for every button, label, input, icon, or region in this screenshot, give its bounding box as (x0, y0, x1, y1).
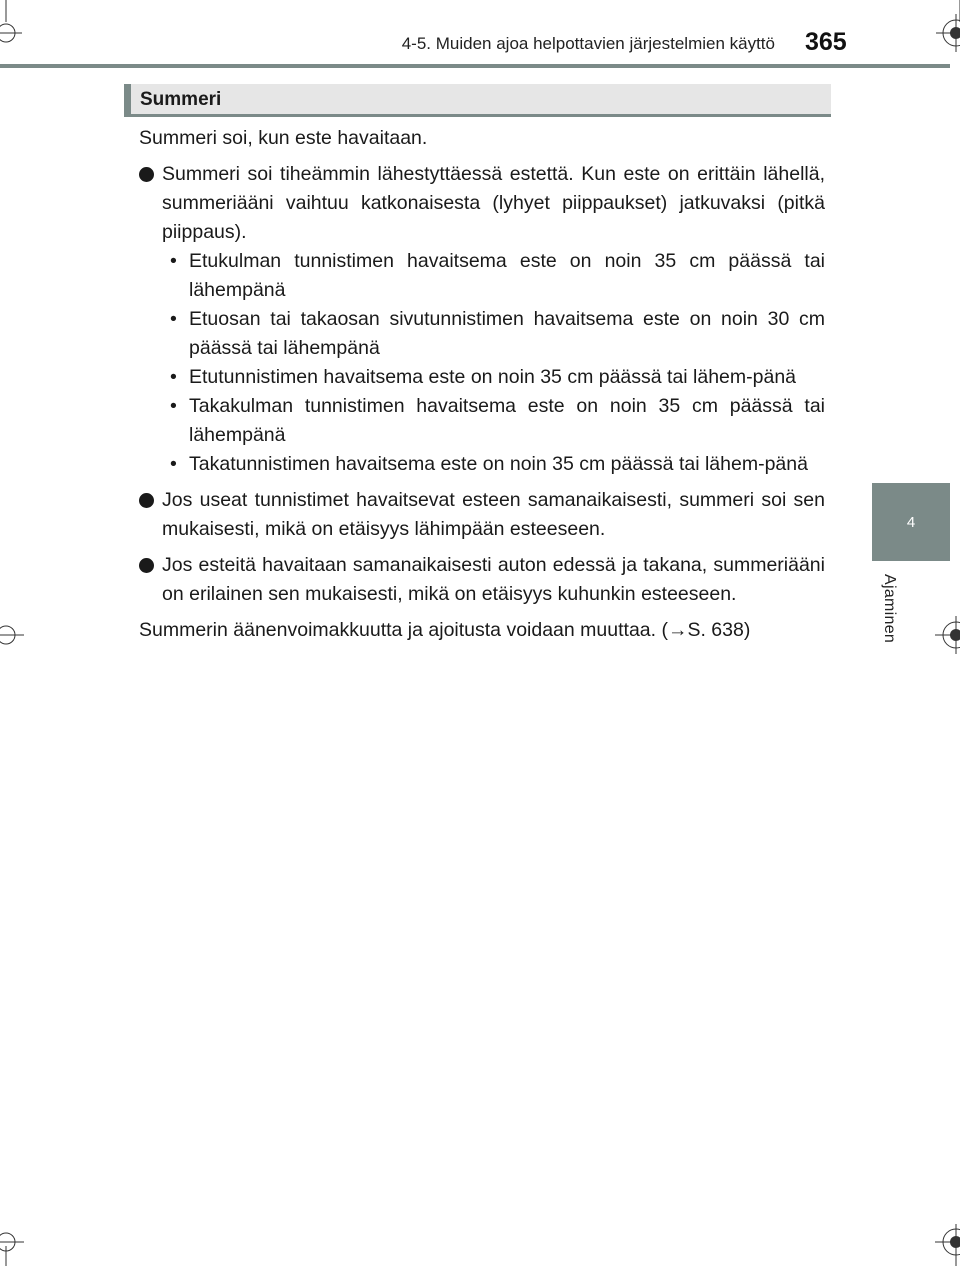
page-number: 365 (805, 28, 847, 56)
chapter-tab-label (869, 560, 909, 660)
sub-bullet-icon: • (170, 308, 177, 330)
sub-bullet-icon: • (170, 453, 177, 475)
chapter-tab (872, 483, 950, 561)
sub-item-text: Takatunnistimen havaitsema este on noin 35 cm päässä tai lähem-pänä (189, 453, 808, 475)
bullet-text: Summeri soi tiheämmin lähestyttäessä estettä. Kun este on erittäin lähellä, summeriääni vaihtuu katkonaisesta (lyhyet piippaukset) jatkuvaksi (pitkä piippaus). (162, 163, 825, 243)
sub-item-text: Etuosan tai takaosan sivutunnistimen havaitsema este on noin 30 cm päässä tai lähempänä (189, 308, 825, 359)
section-body (139, 124, 825, 652)
sub-list (162, 247, 825, 479)
section-heading-bar (124, 84, 131, 114)
bullet-text: Jos esteitä havaitaan samanaikaisesti auton edessä ja takana, summeriääni on erilainen sen mukaisesti, mikä on etäisyys kuhunkin esteeseen. (162, 554, 825, 605)
running-header-section-title: 4-5. Muiden ajoa helpottavien järjestelmien käyttö (401, 34, 775, 53)
bullet-dot-icon (139, 493, 154, 508)
sub-list-item (162, 450, 825, 479)
crop-mark-mid-right (920, 610, 960, 660)
crop-mark-bottom-left (0, 1216, 40, 1266)
bullet-item (139, 486, 825, 544)
footer-paragraph: Summerin äänenvoimakkuutta ja ajoitusta voidaan muuttaa. (→S. 638) (139, 619, 751, 641)
bullet-dot-icon (139, 558, 154, 573)
crop-mark-bottom-right (920, 1216, 960, 1266)
sub-bullet-icon: • (170, 250, 177, 272)
sub-item-text: Etukulman tunnistimen havaitsema este on noin 35 cm päässä tai lähempänä (189, 250, 825, 301)
bullet-text: Jos useat tunnistimet havaitsevat esteen samanaikaisesti, summeri soi sen mukaisesti, mikä on etäisyys lähimpään esteeseen. (162, 489, 825, 540)
sub-bullet-icon: • (170, 395, 177, 417)
chapter-label: Ajaminen (881, 574, 898, 644)
bullet-item (139, 160, 825, 479)
sub-item-text: Etutunnistimen havaitsema este on noin 35 cm päässä tai lähem-pänä (189, 366, 797, 388)
crop-mark-mid-left (0, 610, 30, 660)
sub-list-item (162, 247, 825, 305)
sub-list-item (162, 392, 825, 450)
bullet-dot-icon (139, 167, 154, 182)
sub-bullet-icon: • (170, 366, 177, 388)
sub-list-item (162, 363, 825, 392)
intro-paragraph: Summeri soi, kun este havaitaan. (139, 127, 428, 149)
bullet-item (139, 551, 825, 609)
header-rule (0, 64, 950, 68)
section-heading-label: Summeri (140, 89, 222, 110)
sub-list-item (162, 305, 825, 363)
section-heading (124, 84, 831, 117)
crop-mark-top-right (920, 0, 960, 60)
sub-item-text: Takakulman tunnistimen havaitsema este on noin 35 cm päässä tai lähempänä (189, 395, 825, 446)
crop-mark-top-left (0, 0, 40, 60)
chapter-number: 4 (906, 513, 916, 531)
